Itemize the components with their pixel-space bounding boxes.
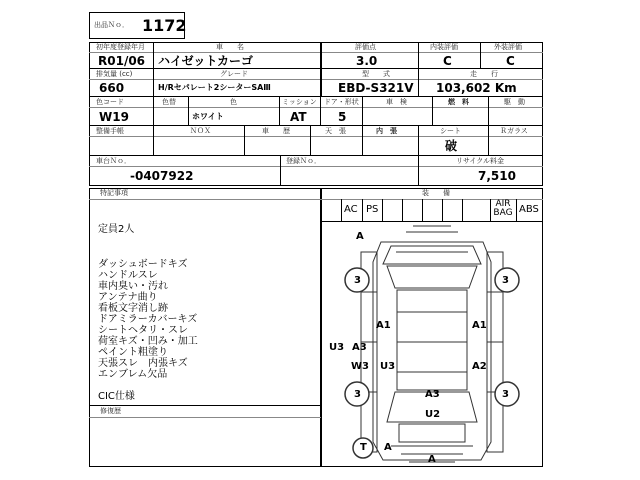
mark-right-a1: A1 (472, 320, 487, 331)
note-line: 看板文字消し跡 (98, 303, 168, 314)
mark-right-front-wheel: 3 (502, 275, 509, 286)
door-label: ドア・形状 (324, 98, 359, 106)
registration-label: 登録Ｎｏ． (286, 157, 321, 165)
note-line: エンブレム欠品 (98, 369, 168, 380)
color-code-label: 色コード (96, 98, 124, 106)
note-line: ハンドルスレ (98, 270, 158, 281)
car-name-label: 車 名 (216, 43, 244, 51)
color-value: ホワイト (192, 112, 224, 121)
exterior-score-label: 外装評価 (494, 43, 522, 51)
mark-right-rear-wheel: 3 (502, 389, 509, 400)
score-label: 評価点 (355, 43, 376, 51)
color-code-value: W19 (99, 110, 129, 124)
car-name-value: ハイゼットカーゴ (158, 54, 254, 68)
note-line: ドアミラーカバーキズ (98, 314, 198, 325)
mark-left-a1: A1 (376, 320, 391, 331)
mark-rear-a3: A3 (425, 389, 440, 400)
mileage-label: 走 行 (470, 70, 498, 78)
history-label: 車 歴 (262, 127, 290, 135)
score-value: 3.0 (356, 54, 378, 68)
mark-bottom-a-left: A (384, 442, 392, 453)
mission-label: ミッション (282, 98, 317, 106)
rear-glass-label: Ｒガラス (500, 127, 528, 135)
mark-left-front-wheel: 3 (354, 275, 361, 286)
mark-left-u3b: U3 (380, 361, 396, 372)
interior-score-value: C (443, 54, 452, 68)
note-line: 車内臭い・汚れ (98, 281, 168, 292)
nox-label: ＮＯＸ (190, 127, 211, 135)
displacement-value: 660 (99, 81, 125, 95)
model-label: 型 式 (362, 70, 390, 78)
exterior-score-value: C (506, 54, 515, 68)
grade-label: グレード (220, 70, 248, 78)
cic-note: CIC仕様 (98, 391, 135, 402)
mark-left-rear-wheel: 3 (354, 389, 361, 400)
chassis-value: -0407922 (130, 169, 194, 183)
equipment-title: 装 備 (422, 189, 450, 197)
lot-number-value: 1172 (142, 16, 187, 35)
lot-number-label: 出品Ｎｏ． (94, 21, 129, 29)
recycle-label: リサイクル料金 (456, 157, 505, 165)
note-line: シートヘタリ・スレ (98, 325, 188, 336)
repair-history-label: 修復歴 (100, 407, 121, 415)
note-line: 天張スレ 内張キズ (98, 358, 188, 369)
ceiling-label: 天 張 (325, 127, 346, 135)
recycle-value: 7,510 (478, 169, 516, 183)
seat-value: 破 (445, 139, 458, 153)
color-label: 色 (230, 98, 237, 106)
notes-title: 特記事項 (100, 189, 128, 197)
mark-rear-u2: U2 (425, 409, 441, 420)
interior-score-label: 内装評価 (430, 43, 458, 51)
grade-value: H/Rセパレート2シーターSAⅢ (158, 83, 271, 92)
manual-label: 整備手帳 (96, 127, 124, 135)
inspection-label: 車 検 (386, 98, 407, 106)
mark-left-w3: W3 (351, 361, 369, 372)
equipment-ac: AC (344, 204, 358, 215)
reg-date-label: 初年度登録年月 (96, 43, 145, 51)
reg-date-value: R01/06 (98, 54, 146, 68)
inner-panel-label: 内 張 (376, 127, 397, 135)
mission-value: AT (290, 110, 307, 124)
chassis-label: 車台Ｎｏ． (96, 157, 131, 165)
drive-label: 駆 動 (504, 98, 525, 106)
mark-left-u3: U3 (329, 342, 345, 353)
mark-bottom-a: A (428, 454, 436, 465)
mark-bottom-t: T (360, 442, 367, 453)
mark-right-a2: A2 (472, 361, 487, 372)
mileage-value: 103,602 Km (436, 81, 517, 95)
displacement-label: 排気量 (cc) (96, 70, 133, 78)
note-line: 荷室キズ・凹み・加工 (98, 336, 198, 347)
equipment-airbag: AIR BAG (493, 199, 513, 218)
fuel-label: 燃 料 (448, 98, 469, 106)
door-value: 5 (338, 110, 347, 124)
equipment-abs: ABS (519, 204, 539, 215)
lot-number-box (89, 12, 185, 39)
mark-front: A (356, 231, 364, 242)
color-change-label: 色替 (162, 98, 176, 106)
notes-list (98, 259, 318, 380)
model-value: EBD-S321V (338, 81, 414, 95)
mark-left-a3: A3 (352, 342, 367, 353)
note-line: アンテナ曲り (98, 292, 158, 303)
note-line: ダッシュボードキズ (98, 259, 188, 270)
note-line: ペイント粗塗り (98, 347, 168, 358)
capacity-note: 定員2人 (98, 224, 135, 235)
seat-label: シート (440, 127, 461, 135)
equipment-ps: PS (366, 204, 379, 215)
